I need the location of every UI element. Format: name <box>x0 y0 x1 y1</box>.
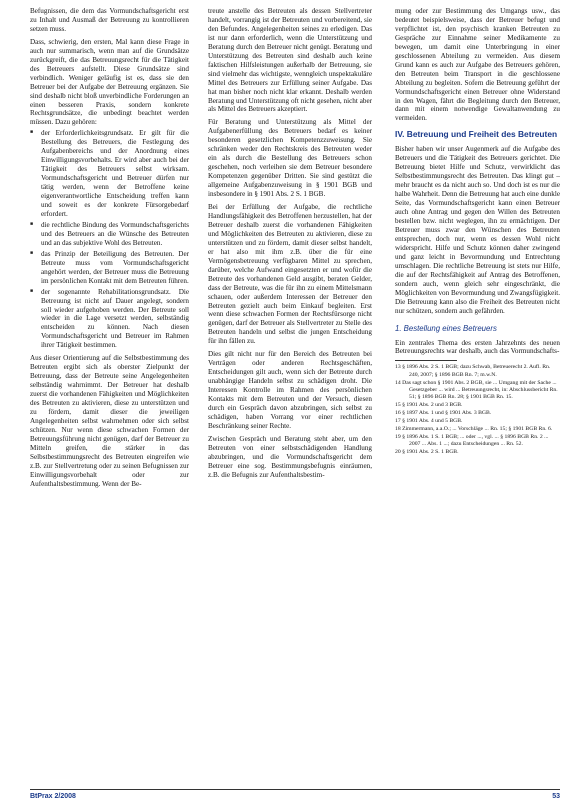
bullet-item: ■ die rechtliche Bindung des Vormundschaftsgerichts und des Betreuers an die Wünsche des Betreuten und an das subjektive Wohl des Betreuten. <box>30 221 189 248</box>
paragraph: Dies gilt nicht nur für den Bereich des Betreuten bei Verträgen oder anderen Rechtsgeschäften, Entscheidungen gilt auch, wenn sich der Betreute durch unabhängige Handeln selbst zu schädigen droht. Die Interessen Kontrolle im Rahmen des persönlichen Kontakts mit dem Betreuten und der Versuch, diesen durch ein Gespräch davon abzubringen, sich selbst zu schädigen, haben Vorrang vor einer rechtlichen Beschränkung seiner Rechte. <box>208 350 372 430</box>
footnote: 19 § 1896 Abs. 1 S. 1 BGB; ... oder ..., vgl. ... § 1896 BGB Rn. 2 ... 2007 ... Abs. 1 ...; dazu Entscheidungen ... Rn. 52. <box>395 434 549 448</box>
bullet-item: ■ das Prinzip der Beteiligung des Betreuten. Der Betreute muss vom Vormundschaftsgericht angehört werden, der Betreuer muss die Betreuung im persönlichen Kontakt mit dem Betreuten führen. <box>30 250 189 286</box>
paragraph: Befugnissen, die dem das Vormundschaftsgericht erst zu Inhalt und Ausmaß der Betreuung zu kontrollieren setzen muss. <box>30 7 189 33</box>
paragraph: treute anstelle des Betreuten als dessen Stellvertreter handelt, vorrangig ist der Betreuten und vorbereitend, sie den Befundes. Angelegenheiten seines zu erledigen. Das ist nur dann erforderlich, wenn die Unterstützung und Beratung durch den Betreuer nicht genügt. Beratung und Unterstützung des Betreuten sind deshalb auch keine faktischen Hilfsleistungen außerhalb der Betreuung, sie sind vielmehr das wichtigste, wenngleich unspektakuläre Mittel des Betreuers zur Erfüllung seiner Aufgabe. Das hat man bisher noch nicht klar erkannt. Deshalb werden Beratung und Unterstützung oft nicht gesehen, nicht aber als Mittel des Betreuers akzeptiert. <box>208 7 372 114</box>
subsection-heading: 1. Bestellung eines Betreuers <box>395 323 497 333</box>
paragraph: Zwischen Gespräch und Beratung steht aber, um den Betreuten von einer selbstschädigenden Handlung abzubringen, und die Vormundschaftsgericht dem Betreuer eine sog. Bestimmungsbefugnis einräumen, z.B. die Befugnis zur Aufenthaltsbestim- <box>208 434 372 479</box>
paragraph: Für Beratung und Unterstützung als Mittel der Aufgabenerfüllung des Betreuers bedarf es keiner besonderen gesetzlichen Kompetenzzuweisung. Sie schränken weder den Rechtskreis des Betreuten weder ein als durch die Bestellung des Betreuers schon geschehen, noch verleihen sie dem Betreuer besondere Kompetenzen gegenüber Dritten. Sie sind gestützt die allgemeine Aufgabenzuweisung in § 1901 BGB und insbesondere in § 1901 Abs. 2 S. 1 BGB. <box>208 118 372 199</box>
text-column-3 <box>395 7 560 458</box>
footnote: 14 Das sagt schon § 1901 Abs. 2 BGB, sie ... Umgang mit der Sache ... Gesetzgeber ... wird ... Betreuungsrecht, in: Abschlussbericht Rn. 51; § 1896 BGB Rn. 28; § 1901 BGB Rn. 15. <box>395 379 558 400</box>
paragraph: Aus dieser Orientierung auf die Selbstbestimmung des Betreuten ergibt sich als oberster Zielpunkt der Betreuung, dass der Betreute seine Angelegenheiten selbständig wahrnimmt. Der Betreuer hat deshalb zuerst die vorhandenen Fähigkeiten und Möglichkeiten des Betreuten zu aktivieren, diese zu unterstützen und zu fördern, damit dieser die jeweiligen Angelegenheiten selbst wahrnehmen oder sich selbst schützen. Nur wenn diese schwachen Formen der Betreuungsführung nicht genügen, darf der Betreuer zu Mitteln greifen, die stärker in das Selbstbestimmungsrecht des Betreuten eingreifen wie z.B. zur Stellvertretung oder zu seinen Befugnissen zur Einwilligungsvorbehalt oder zur Aufenthaltsbestimmung. Wenn der Be- <box>30 354 189 488</box>
footnote: 18 Zimmermann, a.a.O.; ... Vorschläge ... Rn. 15; § 1901 BGB Rn. 6. <box>395 426 553 433</box>
bullet-item: ■ der sogenannte Rehabilitationsgrundsatz. Die Betreuung ist nicht auf Dauer angelegt, sondern soll wieder aufgehoben werden. Der Betreute soll wieder in die Lage versetzt werden, selbständig entscheiden zu können. Nach diesen Vormundschaftsgericht und Betreuer im Rahmen ihrer Tätigkeit bestimmen. <box>30 288 189 351</box>
text-column-2 <box>208 7 372 481</box>
footnote: 15 § 1901 Abs. 2 und 3 BGB. <box>395 401 463 408</box>
footnotes <box>395 364 560 456</box>
paragraph: Bisher haben wir unser Augenmerk auf die Aufgabe des Betreuers und die Tätigkeit des Betreuers gerichtet. Die Betreuung bietet Hilfe und Schutz, verwirklicht das Selbstbestimmungsrecht des Betreuten. Das klingt gut – mehr braucht es da nicht auch so. Und doch ist es nur die halbe Wahrheit. Denn die Betreuung hat auch eine dunkle Seite, das Vormundschaftsgericht kann einen Betreuer auch ohne Antrag und gegen den Willen des Betreuten bestellen bzw. nicht weglegen, ihn zu ermächtigen. Der Betreuer muss zwar den Wünschen des Betreuten entsprechen, doch nur, wenn es dessen Wohl nicht widerspricht. Hilfe und Schutz können daher zwingend und ganz leicht in Bevormundung und Entrechtung umschlagen. Die rechtliche Betreuung ist stets nur Hilfe, die auf der Rechtsfähigkeit auf Antrag des Betroffenen, sondern auch, wenn gleich sehr eingeschränkt, die Möglichkeiten von Bevormundung und Zwangsfügigkeit. Die Betreuung kann also die Freiheit des Betreuten nicht nur schützen, sondern auch gefährden. <box>395 145 560 315</box>
footnote: 20 § 1901 Abs. 2 S. 1 BGB. <box>395 449 459 456</box>
paragraph: Dass, schwierig, den ersten, Mal kann diese Frage in auch nur summarisch, wenn man auf die Grundsätze zurückgreift, die das Betreuungsrecht für die Tätigkeit des Betreuers aufstellt. Diese Grundsätze sind verbindlich. Weniger geläufig ist es, dass sie den Betreuer bei der Aufgabe der Betreuung ergänzen. Sie sind deshalb nicht bloß unverbindliche Forderungen an einen besseren Praxis, sondern konkrete Rechtsgrundsätze, die unbedingt beachtet werden müssen. Dazu gehören: <box>30 37 189 127</box>
page-number: 53 <box>552 793 560 800</box>
footnote: 17 § 1901 Abs. 4 und 5 BGB. <box>395 418 463 425</box>
page-footer <box>30 789 560 803</box>
bullet-list <box>30 129 189 350</box>
paragraph: Ein zentrales Thema des ersten Jahrzehnts des neuen Betreuungsrechts war deshalb, auch das Vormundschafts- <box>395 338 560 356</box>
footnote: 16 § 1897 Abs. 1 und § 1901 Abs. 3 BGB. <box>395 409 492 416</box>
text-column-1 <box>30 7 189 490</box>
footnote-rule <box>395 360 457 361</box>
journal-name: BtPrax 2/2008 <box>30 793 76 800</box>
paragraph: Bei der Erfüllung der Aufgabe, die rechtliche Handlungsfähigkeit des Betroffenen herzustellen, hat der Betreuer deshalb zuerst die vorhandenen Fähigkeiten und Möglichkeiten des Betreuten zu aktivieren, diese zu unterstützen und zu fördern, damit dieser selbst handelt, er hat also mit ihm z.B. über die für eine Vermögensbetreuung verfügbaren Mittel zu sprechen, darüber, welche Aufwand eingesetzten er und wofür die Betreute des vorhandenen Geld ausgibt, beraten Gelder, dass der Betreute, was die für ihn zu einem Mittelsmann schauen, oder außerdem Interessen der Betreuer den Betreuten gezielt auch beim Einkauf begleiten. Erst wenn diese schwachen Formen der Rechtsfürsorge nicht genügen, darf der Betreuer als Stellvertreter zu Stelle des Betreuten handeln und selbst die jungen Entscheidung für ihn fällen zu. <box>208 203 372 346</box>
section-heading: IV. Betreuung und Freiheit des Betreuten <box>395 129 558 140</box>
paragraph: mung oder zur Bestimmung des Umgangs usw., das bedeutet beispielsweise, dass der Betreuer befugt und verpflichtet ist, den psychisch kranken Betreuten zu Gespräche zur Einnahme seiner Medikamente zu bewegen, um damit eine Unterbringung in einer geschlossenen Abteilung zu vermeiden. Aus diesem Grund kann es auch zur Aufgabe des Betreuers gehören, den Betreuten beim Transport in die geschlossene Abteilung zu begleiten. Sofern die Betreuung geführt der Vormundschaftsgericht einen Betreuer ohne Widerstand in den Wagen, fährt die Begleitung durch den Betreuer, dann mit einem notwendige Gewaltanwendung zu vermeiden. <box>395 7 560 123</box>
footnote: 13 § 1896 Abs. 2 S. 1 BGB; dazu Schwab, Betreuerecht 2. Aufl. Rn. 240, 2007; § 1896 BGB Rn. 7; m.w.N. <box>395 364 551 378</box>
bullet-item: ■ der Erforderlichkeitsgrundsatz. Er gilt für die Bestellung des Betreuers, die Festlegung des Aufgabenbereichs und der Anordnung eines Einwilligungsvorbehalts. Er wird aber auch bei der Tätigkeit des Betreuers selbst wirksam. Vormundschaftsgericht und Betreuer dürfen nur tätig werden, wenn der Betroffene keine eigenverantwortliche Entscheidung treffen kann und soweit es der konkrete Fürsorgebedarf erfordert. <box>30 129 189 219</box>
